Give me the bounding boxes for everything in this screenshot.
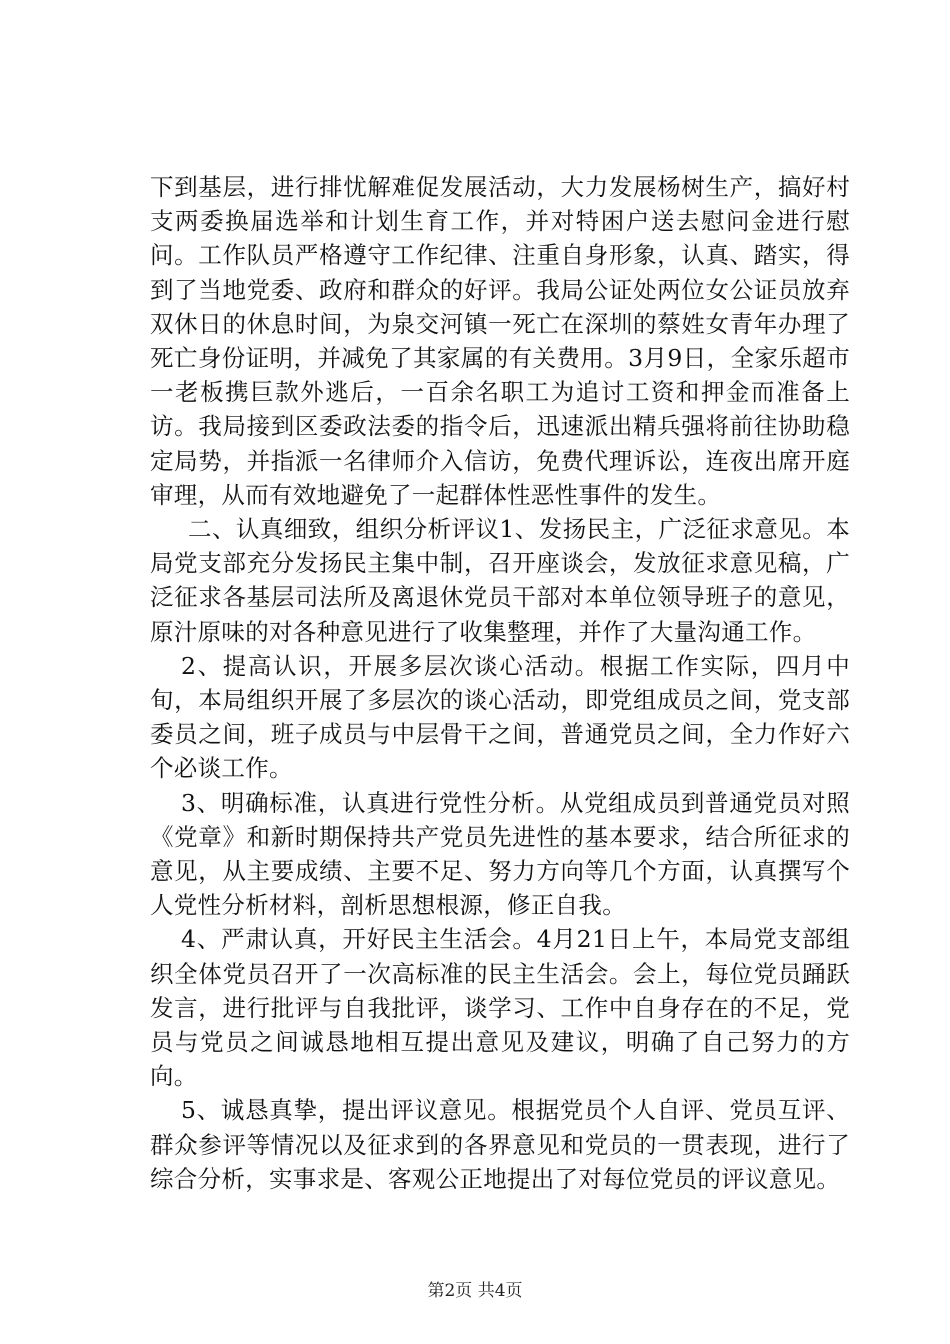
page-number-footer: 第2页 共4页 (427, 1281, 523, 1301)
paragraph-2: 二、认真细致，组织分析评议1、发扬民主，广泛征求意见。本局党支部充分发扬民主集中制，召开座谈会，发放征求意见稿，广泛征求各基层司法所及离退休党员干部对本单位领导班子的意见，原汁原味的对各种意见进行了收集整理，并作了大量沟通工作。 (150, 515, 850, 646)
paragraph-3: 2、提高认识，开展多层次谈心活动。根据工作实际，四月中旬，本局组织开展了多层次的谈心活动，即党组成员之间，党支部委员之间，班子成员与中层骨干之间，普通党员之间，全力作好六个必谈工作。 (150, 651, 850, 783)
paragraph-4: 3、明确标准，认真进行党性分析。从党组成员到普通党员对照《党章》和新时期保持共产党员先进性的基本要求，结合所征求的意见，从主要成绩、主要不足、努力方向等几个方面，认真撰写个人党性分析材料，剖析思想根源，修正自我。 (150, 788, 850, 920)
paragraph-1: 下到基层，进行排忧解难促发展活动，大力发展杨树生产，搞好村支两委换届选举和计划生育工作，并对特困户送去慰问金进行慰问。工作队员严格遵守工作纪律、注重自身形象，认真、踏实，得到了当地党委、政府和群众的好评。我局公证处两位女公证员放弃双休日的休息时间，为泉交河镇一死亡在深圳的蔡姓女青年办理了死亡身份证明，并减免了其家属的有关费用。3月9日，全家乐超市一老板携巨款外逃后，一百余名职工为追讨工资和押金而准备上访。我局接到区委政法委的指令后，迅速派出精兵强将前往协助稳定局势，并指派一名律师介入信访，免费代理诉讼，连夜出席开庭审理，从而有效地避免了一起群体性恶性事件的发生。 (150, 173, 850, 509)
document-body (150, 170, 850, 1196)
paragraph-6: 5、诚恳真挚，提出评议意见。根据党员个人自评、党员互评、群众参评等情况以及征求到的各界意见和党员的一贯表现，进行了综合分析，实事求是、客观公正地提出了对每位党员的评议意见。 (150, 1096, 850, 1193)
paragraph-5: 4、严肃认真，开好民主生活会。4月21日上午，本局党支部组织全体党员召开了一次高标准的民主生活会。会上，每位党员踊跃发言，进行批评与自我批评，谈学习、工作中自身存在的不足，党员与党员之间诚恳地相互提出意见及建议，明确了自己努力的方向。 (150, 925, 850, 1091)
